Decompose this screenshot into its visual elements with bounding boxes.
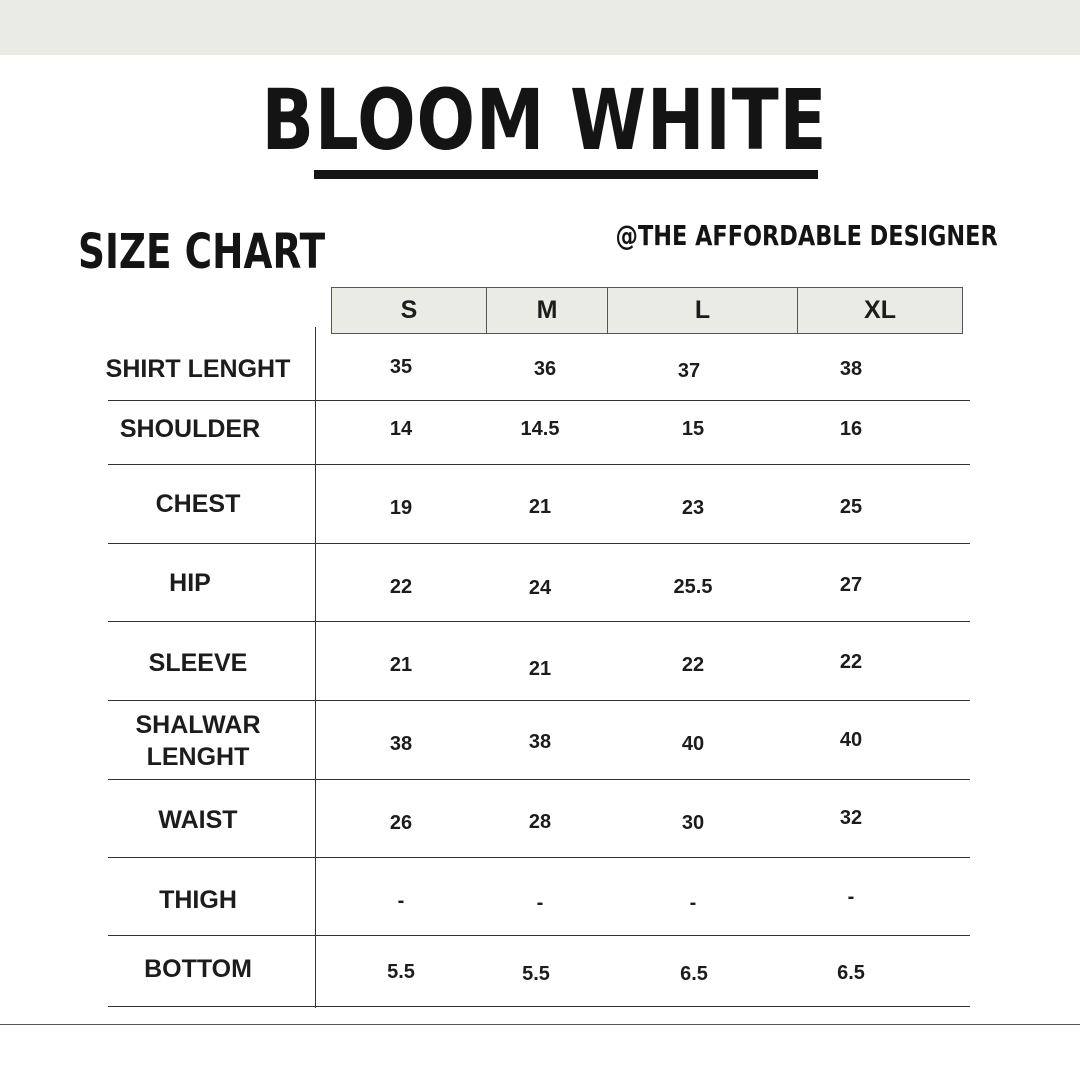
top-band — [0, 0, 1080, 55]
row-divider — [108, 1006, 970, 1007]
cell-shoulder-m: 14.5 — [520, 418, 560, 440]
row-label-shalwar-length — [98, 709, 298, 773]
cell-shirt-length-s: 35 — [389, 356, 413, 378]
cell-hip-xl: 27 — [839, 574, 863, 596]
page-title: BLOOM WHITE — [261, 71, 828, 169]
row-label-line-1: SHALWAR — [135, 711, 261, 739]
cell-hip-m: 24 — [528, 577, 552, 599]
row-label-line-2: LENGHT — [146, 743, 250, 771]
cell-bottom-s: 5.5 — [387, 961, 415, 983]
row-label-chest: CHEST — [155, 490, 241, 518]
cell-bottom-xl: 6.5 — [837, 962, 865, 984]
row-divider — [108, 857, 970, 858]
cell-hip-s: 22 — [389, 576, 413, 598]
row-label-sleeve: SLEEVE — [148, 649, 248, 677]
cell-chest-l: 23 — [681, 497, 705, 519]
cell-shalwar-length-l: 40 — [681, 733, 705, 755]
cell-shirt-length-l: 37 — [677, 360, 701, 382]
cell-sleeve-l: 22 — [681, 654, 705, 676]
row-divider — [108, 400, 970, 401]
cell-shalwar-length-xl: 40 — [839, 729, 863, 751]
cell-thigh-xl: - — [847, 886, 855, 908]
label-column-divider — [315, 327, 316, 1008]
row-label-waist: WAIST — [158, 806, 238, 834]
cell-sleeve-m: 21 — [528, 658, 552, 680]
cell-waist-xl: 32 — [839, 807, 863, 829]
cell-thigh-l: - — [689, 892, 697, 914]
cell-thigh-s: - — [397, 890, 405, 912]
cell-hip-l: 25.5 — [673, 576, 713, 598]
cell-shoulder-xl: 16 — [839, 418, 863, 440]
cell-sleeve-xl: 22 — [839, 651, 863, 673]
row-divider — [108, 935, 970, 936]
cell-shalwar-length-m: 38 — [528, 731, 552, 753]
size-header-xl: XL — [798, 287, 963, 334]
cell-shoulder-l: 15 — [681, 418, 705, 440]
row-divider — [108, 779, 970, 780]
cell-bottom-l: 6.5 — [680, 963, 708, 985]
brand-handle: @THE AFFORDABLE DESIGNER — [615, 219, 998, 252]
cell-chest-m: 21 — [528, 496, 552, 518]
cell-shirt-length-xl: 38 — [839, 358, 863, 380]
cell-shoulder-s: 14 — [389, 418, 413, 440]
row-label-shirt-length: SHIRT LENGHT — [105, 355, 291, 383]
row-label-shoulder: SHOULDER — [119, 415, 261, 443]
row-label-thigh: THIGH — [159, 886, 237, 914]
size-header-s: S — [331, 287, 487, 334]
cell-bottom-m: 5.5 — [522, 963, 550, 985]
row-divider — [108, 543, 970, 544]
row-divider — [108, 700, 970, 701]
row-label-bottom: BOTTOM — [144, 955, 252, 983]
size-header-l: L — [608, 287, 798, 334]
cell-sleeve-s: 21 — [389, 654, 413, 676]
size-header-m: M — [487, 287, 608, 334]
cell-shalwar-length-s: 38 — [389, 733, 413, 755]
bottom-rule — [0, 1024, 1080, 1025]
title-underline — [314, 170, 818, 179]
cell-shirt-length-m: 36 — [533, 358, 557, 380]
row-divider — [108, 621, 970, 622]
row-divider — [108, 464, 970, 465]
cell-chest-xl: 25 — [839, 496, 863, 518]
row-label-hip: HIP — [169, 569, 211, 597]
size-chart-heading: SIZE CHART — [78, 224, 326, 280]
cell-waist-s: 26 — [389, 812, 413, 834]
cell-chest-s: 19 — [389, 497, 413, 519]
cell-thigh-m: - — [536, 892, 544, 914]
cell-waist-l: 30 — [681, 812, 705, 834]
cell-waist-m: 28 — [528, 811, 552, 833]
